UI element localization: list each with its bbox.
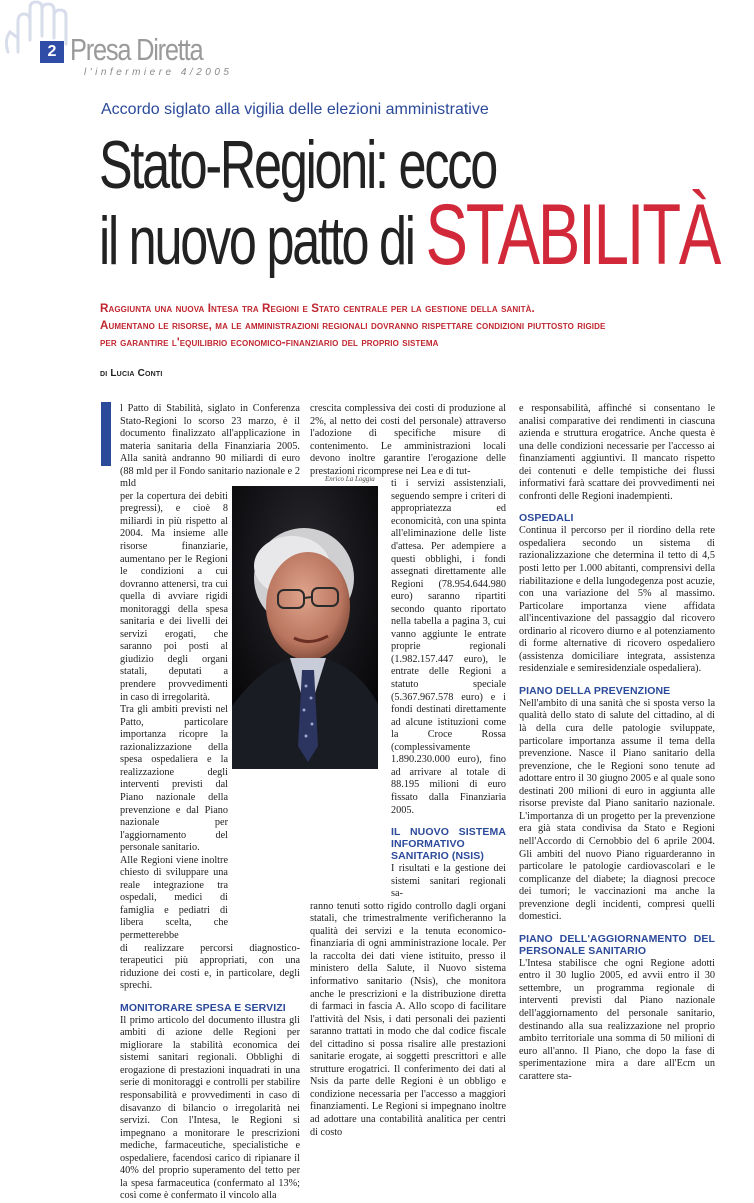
lead-line-1: Raggiunta una nuova Intesa tra Regioni e Stato centrale per la gestione della sanità. (100, 302, 535, 315)
byline: di Lucia Conti (100, 368, 163, 379)
portrait-photo (232, 486, 378, 769)
issue-label: l'infermiere 4/2005 (84, 67, 233, 78)
photo-caption: Enrico La Loggia (325, 475, 375, 483)
paragraph: e responsabilità, affinché si consentano le analisi comparative dei rendimenti in ciascuna azienda e struttura erogatrice. Anche questa è una delle condizioni necessarie per l'accesso ai finanziamenti aggiuntivi. Il mancato rispetto dei contenuti e delle tempistiche dei flussi informativi farà scattare dei provvedimenti nei confronti delle Regioni inadempienti. (519, 403, 715, 502)
paragraph: ti i servizi assistenziali, seguendo sempre i criteri di appropriatezza ed economicità, con una spinta all'eliminazione delle liste d'attesa. Per adempiere a questi obblighi, i fondi assegnati direttamente alle Regioni (78.954.644.980 euro) saranno ripartiti secondo quanto riportato nella tabella a pagina 3, cui vanno aggiunte le entrate proprie regionali (1.982.157.447 euro), le entrate delle Regioni a statuto speciale (5.367.967.578 euro) e i fondi destinati direttamente ad alcune istituzioni come la Croce Rossa (complessivamente 1.890.230.000 euro), fino ad arrivare al totale di 88.195 milioni di euro fissato dalla Finanziaria 2005. (391, 478, 506, 816)
article-kicker: Accordo siglato alla vigilia delle elezioni amministrative (101, 101, 489, 118)
paragraph: Nell'ambito di una sanità che si sposta verso la qualità dello stato di salute del cittadino, al di là della cura delle patologie sviluppate, particolare importanza assume il tema della prevenzione. Nasce il Piano sanitario della prevenzione, che le Regioni sono tenute ad adottare entro il 30 giugno 2005 e al quale sono destinati 200 milioni di euro in aggiunta alle risorse previste dal Piano sanitario nazionale. L'importanza di un progetto per la prevenzione era già stata condivisa da Stato e Regioni nell'Accordo di Cernobbio del 6 aprile 2004. Gli ambiti del nuovo Piano riguarderanno in particolare le patologie cardiovascolari e le complicanze del diabete; la diagnosi precoce dei tumori; le vaccinazioni ma anche la prevenzione degli incidenti, compresi quelli domestici. (519, 697, 715, 923)
headline-plain: il nuovo patto di (99, 203, 426, 279)
subheading: OSPEDALI (519, 512, 574, 525)
drop-cap-bar (101, 402, 111, 466)
subheading: PIANO DELLA PREVENZIONE (519, 684, 671, 697)
subheading: IL NUOVO SISTEMA INFORMATIVO SANITARIO (NSIS) (391, 826, 506, 863)
paragraph: L'Intesa stabilisce che ogni Regione adotti entro il 30 luglio 2005, ed avvii entro il 30 settembre, un programma regionale di interventi previsti dal Piano nazionale dell'aggiornamento del personale sanitario, destinando alla sua realizzazione nel proprio ambito territoriale una somma di 50 milioni di euro all'anno. Il Piano, che dopo la fase di sperimentazione mira a dare all'Ecm un carattere sta- (519, 957, 715, 1082)
lead-line-2: Aumentano le risorse, ma le amministrazioni regionali dovranno rispettare condizioni piuttosto rigide (100, 319, 606, 332)
paragraph: per la copertura dei debiti pregressi), e cioè 8 miliardi in più rispetto al 2004. Ma insieme alle risorse finanziarie, aumentano per le Regioni le condizioni a cui dovranno attenersi, tra cui quella di avviare rigidi monitoraggi della spesa sanitaria e dei livelli dei servizi erogati, che saranno poi posti al giudizio degli organi statali, deputati a prendere provvedimenti in caso di irregolarità. (120, 490, 228, 703)
paragraph: Il primo articolo del documento illustra gli ambiti di azione delle Regioni per migliorare la stabilità economica dei sistemi sanitari regionali. Obblighi di erogazione di prestazioni inquadrati in una serie di monitoraggi e controlli per stabilire responsabilità e provvedimenti in caso di disavanzo di bilancio o irregolarità nei servizi. Con l'Intesa, le Regioni si impegnano a monitorare le prescrizioni mediche, farmaceutiche, specialistiche e ospedaliere, facendosi carico di ripianare il 40% del proprio superamento del tetto per la spesa farmaceutica (confermato al 13%; così come è confermato il vincolo alla (120, 1014, 300, 1202)
portrait-image (232, 486, 378, 769)
headline-accent: STABILITÀ (425, 187, 720, 283)
headline-line-2 (99, 187, 720, 283)
paragraph: I risultati e la gestione dei sistemi sanitari regionali sa- (391, 863, 506, 900)
paragraph: Alle Regioni viene inoltre chiesto di sviluppare una reale integrazione tra ospedali, medici di famiglia e pediatri di libera scelta, che permetterebbe (120, 854, 228, 941)
page-number: 2 (40, 41, 64, 63)
narrow-block (391, 478, 506, 900)
lead-line-3: per garantire l'equilibrio economico-finanziario del proprio sistema (100, 336, 439, 349)
article-headline (99, 127, 720, 283)
paragraph: Continua il percorso per il riordino della rete ospedaliera secondo un sistema di razionalizzazione che determina il tetto di 4,5 posti letto per 1.000 abitanti, comprensivi della riabilitazione e della lungodegenza post acuzie, con una variazione del 5% al massimo. Particolare importanza viene affidata all'incentivazione del passaggio dal ricovero ordinario al ricovero diurno e al potenziamento di forme alternative di ricovero ospedaliero (assistenza domiciliare integrata, assistenza residenziale e semiresidenziale ospedaliera). (519, 525, 715, 675)
subheading: PIANO DELL'AGGIORNAMENTO DEL PERSONALE SANITARIO (519, 932, 715, 957)
headline-line-1: Stato-Regioni: ecco (99, 127, 496, 203)
section-brand: Presa Diretta (70, 32, 203, 67)
paragraph: di realizzare percorsi diagnostico-terapeutici più appropriati, con una riduzione dei costi e, in particolare, degli sprechi. (120, 942, 300, 992)
subheading: MONITORARE SPESA E SERVIZI (120, 1001, 286, 1014)
paragraph: crescita complessiva dei costi di produzione al 2%, al netto dei costi del personale) attraverso l'adozione di specifiche misure di contenimento. Le amministrazioni locali devono inoltre garantire l'erogazione delle prestazioni ricomprese nei Lea e di tut- (310, 403, 506, 477)
body-column-3 (519, 403, 715, 1083)
paragraph: ranno tenuti sotto rigido controllo dagli organi statali, che trimestralmente verificheranno la qualità dei servizi e la tenuta economico-finanziaria di ogni amministrazione locale. Per la raccolta dei dati viene istituito, presso il ministero della Salute, il Nuovo sistema informativo sanitario (Nsis), che monitora anche le prescrizioni e la distribuzione diretta di farmaci in fascia A. Allo scopo di facilitare l'attività del Nsis, i dati personali dei pazienti saranno trattati in modo che dal codice fiscale del cittadino si possa risalire alle prestazioni sanitarie erogate, ai soggetti prescrittori e alle strutture erogatrici. Il conferimento dei dati al Nsis da parte delle Regioni è un obbligo e condizione necessaria per l'accesso a maggiori finanziamenti. Le Regioni si impegnano inoltre ad adottare una contabilità analitica per centri di costo (310, 900, 506, 1138)
paragraph: Tra gli ambiti previsti nel Patto, particolare importanza ricopre la razionalizzazione della spesa ospedaliera e la realizzazione degli interventi previsti dal Piano nazionale della prevenzione e dal Piano nazionale per l'aggiornamento del personale sanitario. (120, 704, 228, 854)
paragraph: l Patto di Stabilità, siglato in Conferenza Stato-Regioni lo scorso 23 marzo, è il documento finalizzato all'applicazione in materia sanitaria della Finanziaria 2005. Alla sanità andranno 90 miliardi di euro (88 mld per il Fondo sanitario nazionale e 2 mld (120, 403, 300, 490)
article-lead (100, 300, 720, 351)
